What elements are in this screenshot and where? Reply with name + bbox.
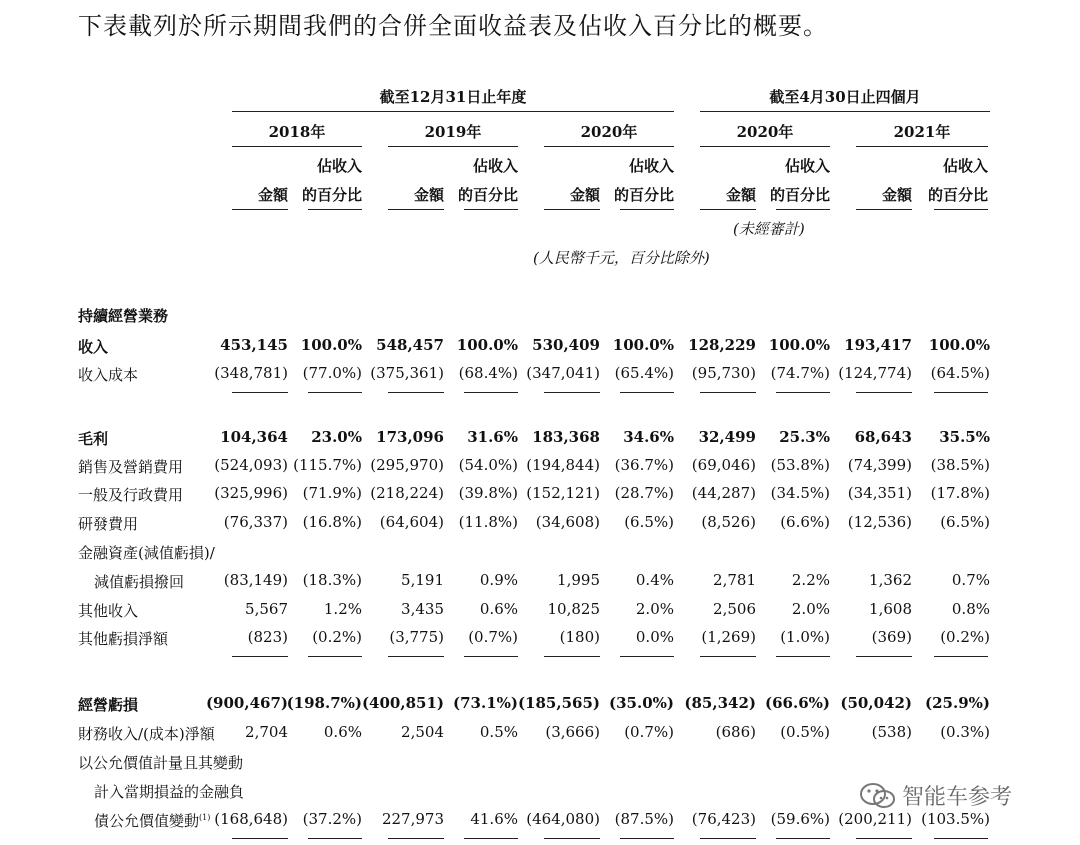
subtotal-rule: [464, 656, 518, 657]
pct-cell: 1.2%: [323, 600, 362, 618]
pct-cell: (0.5%): [780, 723, 830, 741]
amount-cell: (369): [871, 628, 912, 646]
row-label-text: 研發費用: [78, 515, 139, 533]
amount-cell: (95,730): [691, 364, 756, 382]
row-label-text: 一般及行政費用: [78, 486, 184, 504]
header-underline: [544, 209, 600, 210]
amount-cell: (168,648): [214, 810, 288, 828]
row-label: [78, 628, 168, 649]
row-label-text: 計入當期損益的金融負: [94, 783, 245, 801]
row-label-text: 財務收入/(成本)淨額: [78, 725, 215, 743]
pct-cell: (11.8%): [458, 513, 518, 531]
subtotal-rule: [934, 392, 988, 393]
pct-cell: (66.6%): [765, 694, 830, 712]
row-label: [94, 781, 244, 802]
subtotal-rule: [700, 656, 756, 657]
subtotal-rule: [700, 392, 756, 393]
amount-cell: (218,224): [370, 484, 444, 502]
subtotal-rule: [620, 838, 674, 839]
year-rule: [544, 146, 674, 147]
pct-cell: (38.5%): [930, 456, 990, 474]
pct-cell: (35.0%): [609, 694, 674, 712]
subtotal-rule: [856, 656, 912, 657]
pct-cell: (28.7%): [614, 484, 674, 502]
row-label-text: 持續經營業務: [78, 307, 169, 325]
header-underline: [232, 209, 288, 210]
row-label-text: 債公允價值變動: [94, 812, 200, 830]
amount-cell: 2,506: [713, 600, 756, 618]
subtotal-rule: [464, 392, 518, 393]
pct-cell: (115.7%): [293, 456, 362, 474]
row-label-text: 收入: [78, 338, 109, 356]
pct-cell: (6.5%): [940, 513, 990, 531]
amount-cell: (900,467): [205, 694, 288, 712]
pct-column-header-line2: 的百分比: [457, 186, 518, 204]
subtotal-rule: [308, 392, 362, 393]
year-rule: [700, 146, 830, 147]
row-label: [78, 364, 138, 385]
row-label-text: 銷售及營銷費用: [78, 458, 184, 476]
pct-cell: (34.5%): [770, 484, 830, 502]
year-rule: [856, 146, 988, 147]
amount-cell: (85,342): [684, 694, 756, 712]
pct-cell: (74.7%): [770, 364, 830, 382]
group-rule-interim: [700, 111, 990, 112]
pct-cell: (53.8%): [770, 456, 830, 474]
pct-cell: (103.5%): [921, 810, 990, 828]
subtotal-rule: [856, 392, 912, 393]
pct-cell: 41.6%: [470, 810, 518, 828]
pct-cell: 34.6%: [623, 428, 674, 446]
pct-column-header-line2: 的百分比: [769, 186, 830, 204]
row-label: [78, 456, 183, 477]
subtotal-rule: [620, 656, 674, 657]
amount-cell: (200,211): [838, 810, 912, 828]
pct-cell: (77.0%): [302, 364, 362, 382]
pct-cell: 0.4%: [635, 571, 674, 589]
pct-cell: 0.7%: [951, 571, 990, 589]
amount-cell: 2,781: [713, 571, 756, 589]
amount-cell: 183,368: [532, 428, 600, 446]
amount-cell: (194,844): [526, 456, 600, 474]
pct-cell: (68.4%): [458, 364, 518, 382]
amount-cell: (83,149): [223, 571, 288, 589]
subtotal-rule: [620, 392, 674, 393]
amount-cell: 5,567: [245, 600, 288, 618]
pct-cell: (1.0%): [780, 628, 830, 646]
year-header: 2018年: [268, 123, 326, 141]
pct-cell: 100.0%: [300, 336, 362, 354]
amount-cell: (76,423): [691, 810, 756, 828]
group-rule-annual: [232, 111, 674, 112]
subtotal-rule: [464, 838, 518, 839]
subtotal-rule: [544, 838, 600, 839]
amount-column-header: 金額: [569, 186, 600, 204]
pct-cell: (0.3%): [940, 723, 990, 741]
subtotal-rule: [544, 392, 600, 393]
amount-cell: (3,775): [389, 628, 444, 646]
row-label: [78, 305, 168, 326]
subtotal-rule: [308, 656, 362, 657]
year-rule: [388, 146, 518, 147]
pct-cell: (73.1%): [453, 694, 518, 712]
amount-cell: (34,351): [847, 484, 912, 502]
pct-column-header-line1: 佔收入: [784, 157, 830, 175]
subtotal-rule: [776, 838, 830, 839]
pct-cell: (6.6%): [780, 513, 830, 531]
amount-cell: 227,973: [381, 810, 444, 828]
wechat-icon: [858, 781, 898, 811]
amount-cell: (3,666): [545, 723, 600, 741]
amount-cell: 128,229: [688, 336, 756, 354]
subtotal-rule: [232, 392, 288, 393]
amount-cell: (686): [715, 723, 756, 741]
row-label: [78, 752, 243, 773]
amount-cell: (538): [871, 723, 912, 741]
footnote-marker: (1): [199, 813, 211, 822]
row-label: [94, 571, 184, 592]
amount-column-header: 金額: [725, 186, 756, 204]
pct-cell: 0.6%: [479, 600, 518, 618]
pct-column-header-line1: 佔收入: [472, 157, 518, 175]
pct-cell: 35.5%: [939, 428, 990, 446]
row-label-text: 其他收入: [78, 602, 139, 620]
year-header: 2021年: [893, 123, 951, 141]
amount-cell: 5,191: [401, 571, 444, 589]
amount-cell: 453,145: [220, 336, 288, 354]
pct-cell: 2.2%: [791, 571, 830, 589]
pct-column-header-line1: 佔收入: [628, 157, 674, 175]
amount-cell: (44,287): [691, 484, 756, 502]
amount-cell: (124,774): [838, 364, 912, 382]
subtotal-rule: [232, 656, 288, 657]
subtotal-rule: [232, 838, 288, 839]
subtotal-rule: [308, 838, 362, 839]
subtotal-rule: [388, 656, 444, 657]
pct-cell: 0.9%: [479, 571, 518, 589]
pct-cell: (16.8%): [302, 513, 362, 531]
pct-cell: (25.9%): [925, 694, 990, 712]
pct-cell: 100.0%: [928, 336, 990, 354]
amount-cell: (34,608): [535, 513, 600, 531]
pct-column-header-line1: 佔收入: [316, 157, 362, 175]
amount-cell: 548,457: [376, 336, 444, 354]
pct-cell: (59.6%): [770, 810, 830, 828]
row-label: [78, 484, 183, 505]
row-label-text: 經營虧損: [78, 696, 139, 714]
pct-cell: 0.8%: [951, 600, 990, 618]
pct-cell: 31.6%: [467, 428, 518, 446]
amount-cell: (8,526): [701, 513, 756, 531]
amount-cell: (524,093): [214, 456, 288, 474]
row-label-text: 其他虧損淨額: [78, 630, 169, 648]
year-header: 2019年: [424, 123, 482, 141]
amount-cell: (12,536): [847, 513, 912, 531]
row-label-text: 減值虧損撥回: [94, 573, 185, 591]
intro-text: 下表載列於所示期間我們的合併全面收益表及佔收入百分比的概要。: [78, 12, 828, 40]
pct-cell: (87.5%): [614, 810, 674, 828]
year-header: 2020年: [736, 123, 794, 141]
row-label: [78, 513, 138, 534]
row-label: [78, 694, 138, 715]
header-underline: [308, 209, 362, 210]
amount-column-header: 金額: [881, 186, 912, 204]
pct-cell: (18.3%): [302, 571, 362, 589]
pct-cell: (0.2%): [312, 628, 362, 646]
header-underline: [776, 209, 830, 210]
subtotal-rule: [776, 656, 830, 657]
amount-cell: 530,409: [532, 336, 600, 354]
subtotal-rule: [388, 838, 444, 839]
pct-column-header-line2: 的百分比: [613, 186, 674, 204]
row-label: [78, 336, 108, 357]
pct-cell: (0.7%): [468, 628, 518, 646]
amount-cell: (69,046): [691, 456, 756, 474]
row-label: [78, 428, 108, 449]
amount-cell: (64,604): [379, 513, 444, 531]
pct-cell: 2.0%: [635, 600, 674, 618]
subtotal-rule: [544, 656, 600, 657]
pct-cell: (65.4%): [614, 364, 674, 382]
row-label-text: 金融資產(減值虧損)/: [78, 544, 215, 562]
row-label-text: 毛利: [78, 430, 109, 448]
amount-cell: (76,337): [223, 513, 288, 531]
pct-cell: (198.7%): [286, 694, 362, 712]
year-header: 2020年: [580, 123, 638, 141]
pct-cell: 2.0%: [791, 600, 830, 618]
pct-cell: (0.2%): [940, 628, 990, 646]
year-rule: [232, 146, 362, 147]
header-underline: [856, 209, 912, 210]
row-label: [78, 600, 138, 621]
row-label: [78, 542, 215, 563]
amount-cell: (347,041): [526, 364, 600, 382]
amount-cell: (375,361): [370, 364, 444, 382]
amount-column-header: 金額: [257, 186, 288, 204]
pct-cell: (0.7%): [624, 723, 674, 741]
amount-cell: (295,970): [370, 456, 444, 474]
amount-cell: (325,996): [214, 484, 288, 502]
amount-cell: (50,042): [840, 694, 912, 712]
amount-cell: 1,995: [557, 571, 600, 589]
subtotal-rule: [856, 838, 912, 839]
group-title-interim: 截至4月30日止四個月: [769, 88, 921, 106]
amount-cell: 104,364: [220, 428, 288, 446]
pct-cell: (71.9%): [302, 484, 362, 502]
subtotal-rule: [934, 656, 988, 657]
amount-cell: 10,825: [547, 600, 600, 618]
pct-cell: 0.5%: [479, 723, 518, 741]
amount-cell: 1,362: [869, 571, 912, 589]
pct-cell: 0.0%: [635, 628, 674, 646]
row-label-text: 以公允價值計量且其變動: [78, 754, 244, 772]
header-underline: [388, 209, 444, 210]
amount-cell: (823): [247, 628, 288, 646]
pct-cell: (39.8%): [458, 484, 518, 502]
pct-cell: 0.6%: [323, 723, 362, 741]
amount-cell: 2,504: [401, 723, 444, 741]
pct-cell: (54.0%): [458, 456, 518, 474]
amount-cell: 2,704: [245, 723, 288, 741]
amount-cell: 1,608: [869, 600, 912, 618]
amount-cell: (185,565): [517, 694, 600, 712]
pct-cell: 25.3%: [779, 428, 830, 446]
amount-cell: 32,499: [698, 428, 756, 446]
subtotal-rule: [700, 838, 756, 839]
amount-cell: (464,080): [526, 810, 600, 828]
header-underline: [934, 209, 988, 210]
row-label-text: 收入成本: [78, 366, 139, 384]
amount-cell: (152,121): [526, 484, 600, 502]
pct-cell: 100.0%: [612, 336, 674, 354]
unaudited-note: (未經審計): [733, 220, 805, 238]
header-underline: [700, 209, 756, 210]
pct-cell: (64.5%): [930, 364, 990, 382]
pct-column-header-line2: 的百分比: [927, 186, 988, 204]
pct-column-header-line2: 的百分比: [301, 186, 362, 204]
pct-cell: 100.0%: [456, 336, 518, 354]
pct-cell: (17.8%): [930, 484, 990, 502]
pct-cell: (37.2%): [302, 810, 362, 828]
pct-cell: 100.0%: [768, 336, 830, 354]
group-title-annual: 截至12月31日止年度: [379, 88, 527, 106]
watermark-text: 智能车参考: [902, 785, 1013, 810]
pct-cell: (36.7%): [614, 456, 674, 474]
amount-cell: 68,643: [854, 428, 912, 446]
amount-cell: (180): [559, 628, 600, 646]
subtotal-rule: [776, 392, 830, 393]
header-underline: [620, 209, 674, 210]
subtotal-rule: [934, 838, 988, 839]
pct-column-header-line1: 佔收入: [942, 157, 988, 175]
pct-cell: (6.5%): [624, 513, 674, 531]
pct-cell: 23.0%: [311, 428, 362, 446]
watermark: [858, 780, 1012, 811]
subtotal-rule: [388, 392, 444, 393]
header-underline: [464, 209, 518, 210]
amount-cell: (348,781): [214, 364, 288, 382]
amount-cell: 193,417: [844, 336, 912, 354]
amount-cell: (74,399): [847, 456, 912, 474]
amount-cell: (1,269): [701, 628, 756, 646]
amount-cell: 3,435: [401, 600, 444, 618]
unit-note: (人民幣千元，百分比除外): [533, 249, 710, 267]
amount-cell: (400,851): [361, 694, 444, 712]
amount-column-header: 金額: [413, 186, 444, 204]
amount-cell: 173,096: [376, 428, 444, 446]
